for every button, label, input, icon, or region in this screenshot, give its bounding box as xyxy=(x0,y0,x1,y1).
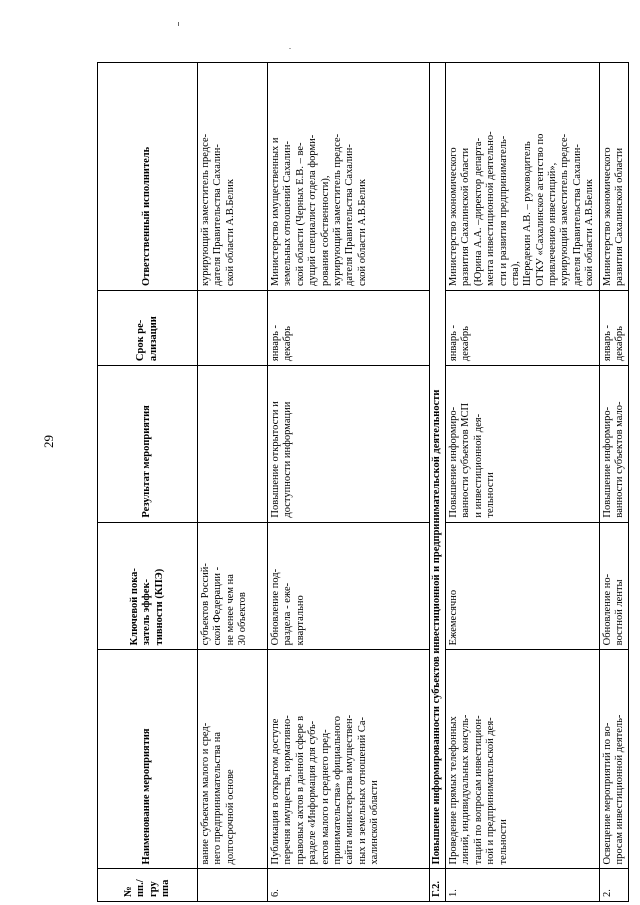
header-term: Срок ре- ализации xyxy=(98,290,198,365)
table-row xyxy=(446,63,600,902)
cell-kpe: Обновление но- востной ленты xyxy=(599,522,629,650)
header-kpe: Ключевой пока- затель эффек- тивности (КПЭ) xyxy=(98,522,198,650)
page-number: 29 xyxy=(41,435,56,448)
section-num: Г.2. xyxy=(430,869,446,902)
cell-kpe: субъектов Россий- ской Федерации - не менее чем на 30 объектов xyxy=(198,522,268,650)
header-responsible: Ответственный исполнитель xyxy=(98,63,198,291)
table-header-row xyxy=(98,63,198,902)
rotated-table-wrapper xyxy=(97,62,625,902)
cell-responsible: Министерство экономического развития Сахалинской области (Юрина А.А. –директор департа- мента инвестиционной деятельно- сти и развития предприниматель- ства), Шередекин А.В. – руководитель ОГКУ «Сахалинское агентство по привлечению инвестиций», курирующий заместитель предсе- дателя Правительства Сахалин- ской области А.В.Белик xyxy=(446,63,600,291)
plan-table xyxy=(97,62,629,902)
cell-responsible: курирующий заместитель предсе- дателя Правительства Сахалин- ской области А.В.Белик xyxy=(198,63,268,291)
cell-num: 2. xyxy=(599,869,629,902)
section-row xyxy=(430,63,446,902)
header-num: № пп./ гру ппа xyxy=(98,869,198,902)
cell-term: январь - декабрь xyxy=(268,290,430,365)
cell-name: Проведение прямых телефонных линий, индивидуальных консуль- таций по вопросам инвестицион- ной и предпринимательской дея- тельности xyxy=(446,650,600,869)
table-row xyxy=(268,63,430,902)
cell-name: Освещение мероприятий по во- просам инвестиционной деятель- xyxy=(599,650,629,869)
table-container xyxy=(97,62,625,902)
scan-mark xyxy=(178,22,179,26)
scan-mark xyxy=(289,48,291,49)
header-result: Результат мероприятия xyxy=(98,366,198,523)
cell-responsible: Министерство экономического развития Сахалинской области xyxy=(599,63,629,291)
header-name: Наименование мероприятия xyxy=(98,650,198,869)
cell-responsible: Министерство имущественных и земельных отношений Сахалин- ской области (Черных Е.В. – ве- дущий специалист отдела форми- рования собственности), курирующий заместитель предсе- дателя Правительства Сахалин- ской области А.В.Белик xyxy=(268,63,430,291)
cell-result: Повышение информиро- ванности субъектов мало- xyxy=(599,366,629,523)
cell-kpe: Обновление под- раздела - еже- квартально xyxy=(268,522,430,650)
cell-term: январь - декабрь xyxy=(446,290,600,365)
table-row xyxy=(198,63,268,902)
cell-result: Повышение открытости и доступности информации xyxy=(268,366,430,523)
cell-term xyxy=(198,290,268,365)
section-title: Повышение информированности субъектов инвестиционной и предпринимательской деятельности xyxy=(430,63,446,869)
cell-name: вание субъектам малого и сред- него предпринимательства на долгосрочной основе xyxy=(198,650,268,869)
cell-name: Публикация в открытом доступе перечня имущества, нормативно- правовых актов в данной сфере в разделе «Информация для субъ- ектов малого и среднего пред- принимательства» официального сайта министерства имуществен- ных и земельных отношений Са- халинской области xyxy=(268,650,430,869)
cell-result xyxy=(198,366,268,523)
cell-term: январь - декабрь xyxy=(599,290,629,365)
cell-num: 1. xyxy=(446,869,600,902)
cell-num: 6. xyxy=(268,869,430,902)
cell-kpe: Ежемесячно xyxy=(446,522,600,650)
table-row xyxy=(599,63,629,902)
cell-num xyxy=(198,869,268,902)
cell-result: Повышение информиро- ванности субъектов МСП и инвестиционной дея- тельности xyxy=(446,366,600,523)
